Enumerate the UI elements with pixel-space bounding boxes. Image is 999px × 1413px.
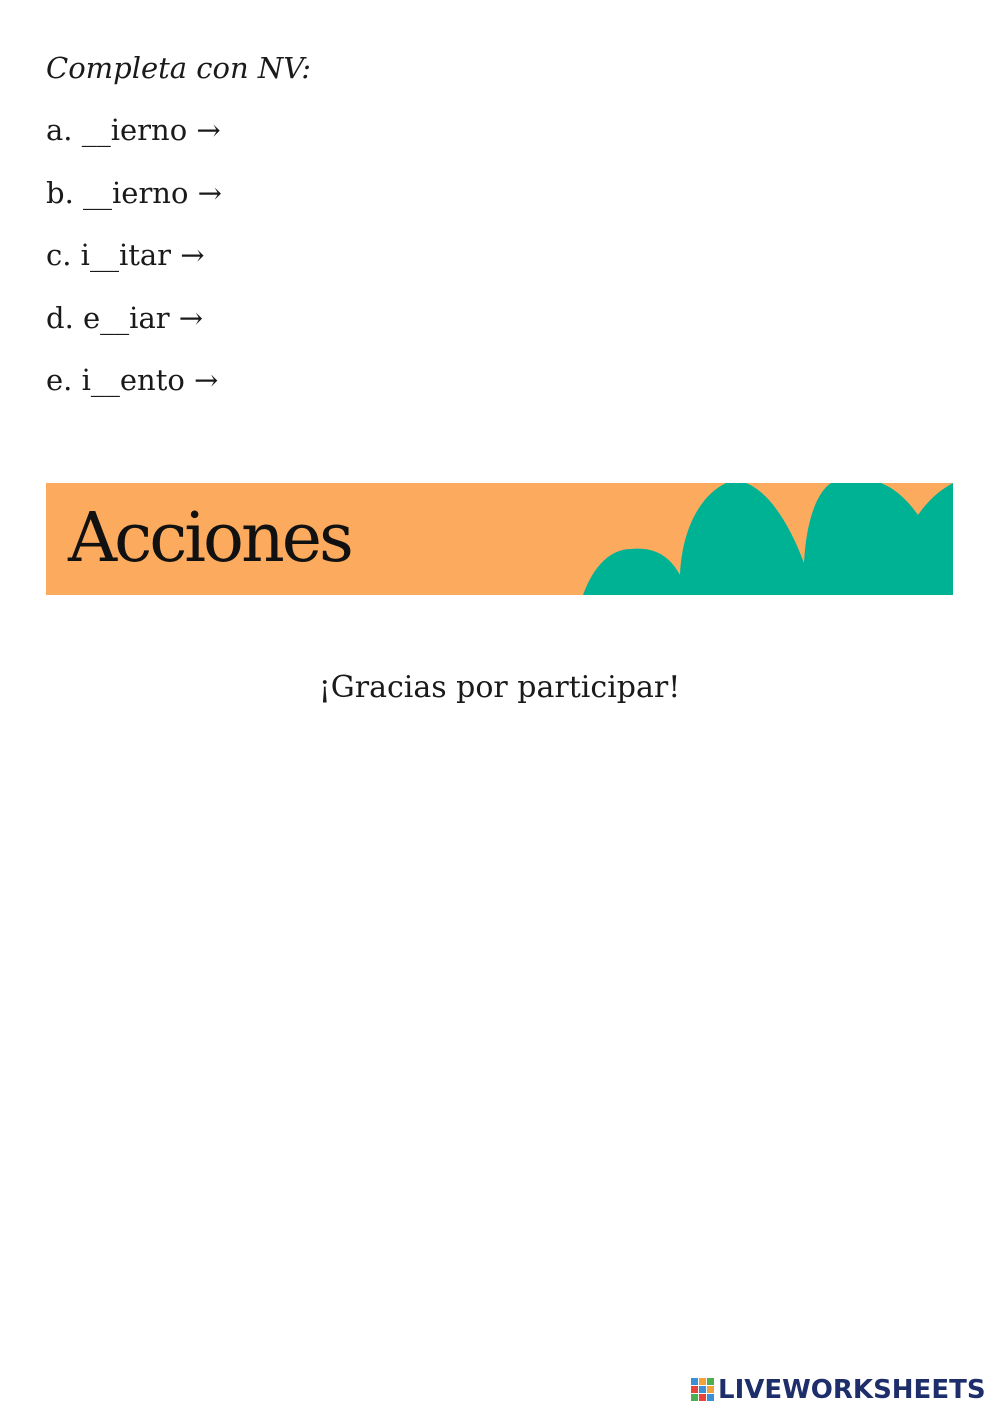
exercise-item-a: a. __ierno →: [46, 113, 221, 147]
section-banner: [46, 483, 953, 595]
brand-name: LIVEWORKSHEETS: [718, 1375, 986, 1405]
exercise-item-e: e. i__ento →: [46, 363, 219, 397]
section-title: Acciones: [68, 499, 351, 578]
liveworksheets-logo-icon: [690, 1377, 716, 1403]
thanks-message: ¡Gracias por participar!: [318, 670, 681, 705]
brand-footer[interactable]: [690, 1374, 986, 1406]
exercise-item-c: c. i__itar →: [46, 238, 205, 272]
exercise-item-d: d. e__iar →: [46, 300, 204, 335]
instruction-text: Completa con NV:: [46, 51, 312, 85]
exercise-list: [46, 110, 222, 423]
exercise-item-b: b. __ierno →: [46, 175, 222, 210]
